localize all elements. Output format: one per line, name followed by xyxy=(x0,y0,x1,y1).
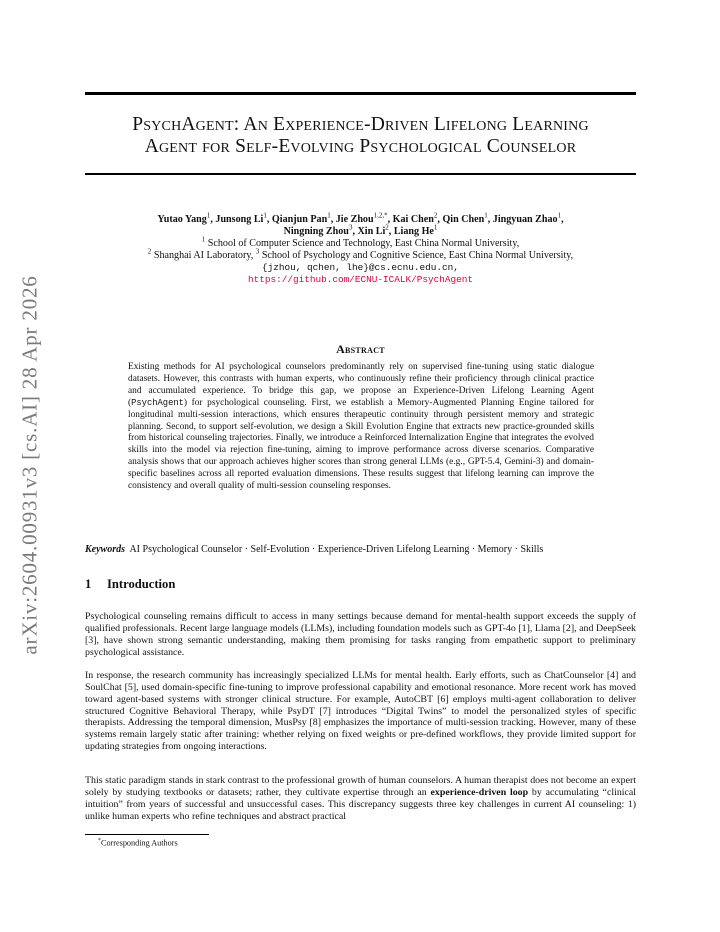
footnote xyxy=(98,838,178,848)
section-title: Introduction xyxy=(107,577,176,591)
title-line-2: Agent for Self-Evolving Psychological Counselor xyxy=(144,136,577,157)
title-bottom-rule xyxy=(85,173,636,175)
author-name: Jingyuan Zhao xyxy=(492,214,558,225)
keywords-line xyxy=(85,544,645,555)
author-name: Xin Li xyxy=(357,226,386,237)
paragraph-3-part-1: This static paradigm stands in stark contrast to the professional growth of human counselors. A human therapist does not become an expert solely by studying textbooks or datasets; rather, they cultivate expertise through an xyxy=(85,775,636,798)
footnote-mark: * xyxy=(98,838,101,844)
affiliation-line-2 xyxy=(85,247,636,262)
arxiv-identifier xyxy=(17,262,43,667)
abstract-code-name: PsychAgent xyxy=(131,397,184,408)
github-link[interactable]: https://github.com/ECNU-ICALK/PsychAgent xyxy=(247,274,474,285)
author-block xyxy=(85,211,636,286)
author-affiliation-mark: 1 xyxy=(327,211,331,220)
section-heading xyxy=(85,577,175,592)
author-name: Yutao Yang xyxy=(157,214,207,225)
intro-paragraph-3 xyxy=(85,775,636,822)
author-affiliation-mark: 1,2,* xyxy=(373,211,388,220)
author-affiliation-mark: 2 xyxy=(433,211,438,220)
author-name: Jie Zhou xyxy=(335,214,374,225)
title-line-1: PsychAgent: An Experience-Driven Lifelong Learning xyxy=(132,114,589,135)
intro-paragraph-2: In response, the research community has increasingly specialized LLMs for mental health. Early efforts, such as ChatCounselor [4] and SoulChat [5], used domain-specific fine-tuning to improve professional capability and emotional resonance. More recent work has moved toward agent-based systems with stronger clinical structure. For example, AutoCBT [6] employs multi-agent collaboration to deliver structured Cognitive Behavioral Therapy, while PsyDT [7] introduces “Digital Twins” to model the personalized styles of specific therapists. Addressing the temporal dimension, MusPsy [8] emphasizes the importance of multi-session tracking. However, many of these systems remain largely static after training: whether relying on fixed weights or pre-defined workflows, they provide limited support for updating strategies from ongoing interactions. xyxy=(85,670,636,753)
paper-title xyxy=(85,114,636,158)
keywords-label: Keywords xyxy=(85,544,125,555)
author-names: Yutao Yang$^1$, Junsong Li$^1$, Qianjun Pan$^1$, Jie Zhou$^{1,2,*}$, Kai Chen$^2$, Qin Chen$^1$, Jingyuan Zhao$^1$, Ningning Zhou$^3$, Xin Li$^2$, Liang He$^1$ xyxy=(157,211,564,237)
author-affiliation-mark: 2 xyxy=(385,223,389,232)
affiliation-ecnu-cs: School of Computer Science and Technology, East China Normal University, xyxy=(207,238,520,249)
author-name: Qianjun Pan xyxy=(271,214,328,225)
author-email: {jzhou, qchen, lhe}@cs.ecnu.edu.cn, xyxy=(262,262,459,273)
affiliation-ecnu-psychology: School of Psychology and Cognitive Science, East China Normal University, xyxy=(261,250,574,261)
abstract-heading: Abstract xyxy=(336,342,385,356)
title-top-rule xyxy=(85,92,636,95)
keywords-text: AI Psychological Counselor · Self-Evolution · Experience-Driven Lifelong Learning · Memory · Skills xyxy=(129,544,544,555)
affiliation-shanghai-ai-lab: Shanghai AI Laboratory, xyxy=(153,250,254,261)
abstract-text xyxy=(128,362,594,493)
footnote-text: Corresponding Authors xyxy=(101,838,178,848)
affiliation-mark: 3 xyxy=(255,247,260,256)
author-name: Junsong Li xyxy=(215,214,264,225)
author-name: Liang He xyxy=(393,226,434,237)
affiliation-mark: 1 xyxy=(201,235,206,244)
author-affiliation-mark: 1 xyxy=(433,223,438,232)
paragraph-3-part-2: by accumulating “clinical intuition” from years of successful and unsuccessful cases. This discrepancy suggests three key challenges in current AI counseling: 1) unlike human experts who refine techniques and abstract practical xyxy=(85,786,637,822)
author-name: Ningning Zhou xyxy=(283,226,349,237)
author-affiliation-mark: 1 xyxy=(206,211,211,220)
affiliation-line-1 xyxy=(85,235,636,250)
author-affiliation-mark: 1 xyxy=(484,211,488,220)
author-affiliation-mark: 3 xyxy=(348,223,353,232)
intro-paragraph-1: Psychological counseling remains difficult to access in many settings because demand for mental-health support exceeds the supply of qualified professionals. Recent large language models (LLMs), including foundation models such as GPT-4o [1], Llama [2], and DeepSeek [3], have shown strong semantic understanding, making them promising for tasks ranging from empathetic support to preliminary psychological assistance. xyxy=(85,611,636,658)
affiliation-mark: 2 xyxy=(147,247,152,256)
author-affiliation-mark: 1 xyxy=(263,211,267,220)
abstract-part-2: ) for psychological counseling. First, we establish a Memory-Augmented Planning Engine tailored for longitudinal multi-session interactions, which ensures therapeutic continuity through persistent memory and strategic planning. Second, to support self-evolution, we design a Skill Evolution Engine that extracts new practice-grounded skills from historical counseling trajectories. Finally, we introduce a Reinforced Internalization Engine that integrates the evolved skills into the model via rejection fine-tuning, aiming to improve performance across diverse scenarios. Comparative analysis shows that our approach achieves higher scores than strong general LLMs (e.g., GPT-5.4, Gemini-3) and domain-specific baselines across all reported evaluation dimensions. These results suggest that lifelong learning can improve the consistency and overall quality of multi-session counseling responses. xyxy=(128,397,594,492)
author-affiliation-mark: 1 xyxy=(557,211,562,220)
arxiv-identifier-text: arXiv:2604.00931v3 [cs.AI] 28 Apr 2026 xyxy=(17,274,42,655)
paragraph-3-emphasis: experience-driven loop xyxy=(430,786,529,798)
footnote-rule xyxy=(85,834,209,835)
author-name: Kai Chen xyxy=(392,214,434,225)
section-number: 1 xyxy=(85,577,92,591)
abstract-part-1: Existing methods for AI psychological counselors predominantly rely on supervised fine-tuning using static dialogue datasets. However, this contrasts with human experts, who continuously refine their proficiency through clinical practice and accumulated experience. To bridge this gap, we propose an Experience-Driven Lifelong Learning Agent ( xyxy=(128,362,594,408)
author-name: Qin Chen xyxy=(442,214,485,225)
